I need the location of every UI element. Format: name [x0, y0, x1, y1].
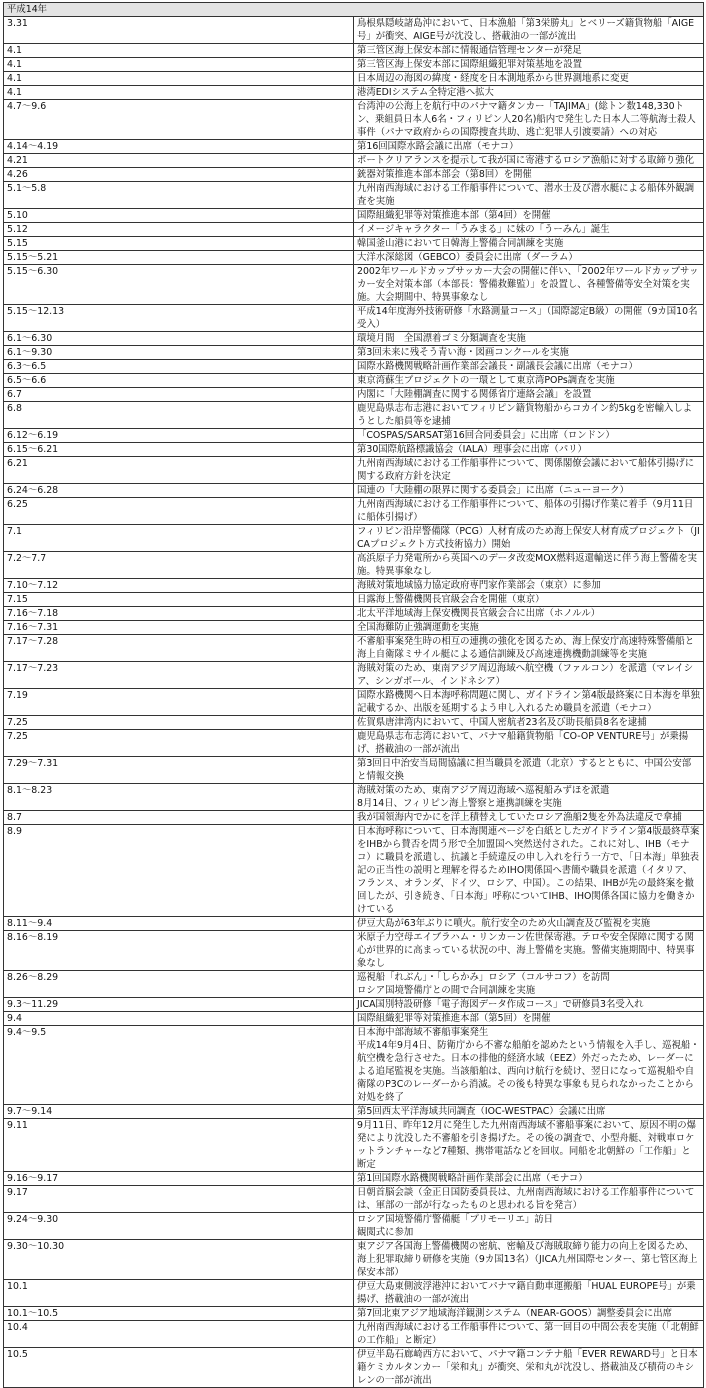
table-row	[4, 811, 704, 825]
year-header: 平成14年	[4, 3, 704, 17]
event-description: 国際水路機関戦略計画作業部会議長・副議長会議に出席（モナコ）	[354, 360, 704, 374]
event-date: 7.19	[4, 689, 354, 716]
event-date: 9.3～11.29	[4, 998, 354, 1012]
table-row	[4, 44, 704, 58]
event-description: 銃器対策推進本部本部会（第8回）を開催	[354, 168, 704, 182]
table-row	[4, 17, 704, 44]
event-description: 九州南西海域における工作船事件について、第一回目の中間公表を実施（「北朝鮮の工作船」と断定）	[354, 1321, 704, 1348]
event-date: 6.15～6.21	[4, 443, 354, 457]
table-row	[4, 72, 704, 86]
event-description: JICA国別特設研修「電子海図データ作成コース」で研修員3名受入れ	[354, 998, 704, 1012]
table-row	[4, 402, 704, 429]
event-description: 高浜原子力発電所から英国へのデータ改変MOX燃料返還輸送に伴う海上警備を実施。特異事象なし	[354, 552, 704, 579]
table-row	[4, 498, 704, 525]
event-description: 港湾EDIシステム全特定港へ拡大	[354, 86, 704, 100]
event-date: 4.21	[4, 154, 354, 168]
event-description: 不審船事案発生時の相互の連携の強化を図るため、海上保安庁高速特殊警備船と海上自衛隊ミサイル艇による通信訓練及び高速連携機動訓練等を実施	[354, 635, 704, 662]
event-description: 海賊対策のため、東南アジア周辺海域へ巡視船みずほを派遣 8月14日、フィリピン海上警察と連携訓練を実施	[354, 784, 704, 811]
table-row	[4, 998, 704, 1012]
event-description: 「COSPAS/SARSAT第16回合同委員会」に出席（ロンドン）	[354, 429, 704, 443]
table-row	[4, 730, 704, 757]
event-description: 九州南西海域における工作船事件について、潜水士及び潜水艇による船体外観調査を実施	[354, 182, 704, 209]
event-description: 東アジア各国海上警備機関の密航、密輸及び海賊取締り能力の向上を図るため、海上犯罪取締り研修を実施（9カ国13名）（JICA九州国際センター、第七管区海上保安本部）	[354, 1240, 704, 1280]
table-row	[4, 1026, 704, 1105]
table-row	[4, 168, 704, 182]
chronology-table	[3, 2, 704, 1388]
event-description: イメージキャラクター「うみまる」に妹の「うーみん」誕生	[354, 223, 704, 237]
event-date: 8.16～8.19	[4, 931, 354, 971]
event-date: 9.4～9.5	[4, 1026, 354, 1105]
event-description: 全国海難防止強調運動を実施	[354, 621, 704, 635]
table-row	[4, 1012, 704, 1026]
event-date: 4.26	[4, 168, 354, 182]
table-row	[4, 1240, 704, 1280]
event-date: 9.11	[4, 1119, 354, 1172]
table-row	[4, 86, 704, 100]
event-description: 東京湾蘇生プロジェクトの一環として東京湾POPs調査を実施	[354, 374, 704, 388]
event-description: 国連の「大陸棚の限界に関する委員会」に出席（ニューヨーク）	[354, 484, 704, 498]
table-row	[4, 1321, 704, 1348]
event-date: 8.9	[4, 825, 354, 917]
event-description: 佐賀県唐津湾内において、中国人密航者23名及び助長船員8名を逮捕	[354, 716, 704, 730]
table-row	[4, 931, 704, 971]
event-date: 7.15	[4, 593, 354, 607]
event-description: 鳥根県隠岐諸島沖において、日本漁船「第3栄勝丸」とベリーズ籍貨物船「AIGE号」が衝突、AIGE号が沈没し、搭載油の一部が流出	[354, 17, 704, 44]
event-date: 6.7	[4, 388, 354, 402]
event-date: 4.1	[4, 72, 354, 86]
event-description: 第1回国際水路機関戦略計画作業部会に出席（モナコ）	[354, 1172, 704, 1186]
event-date: 5.1～5.8	[4, 182, 354, 209]
table-row	[4, 140, 704, 154]
table-row	[4, 305, 704, 332]
event-date: 6.24～6.28	[4, 484, 354, 498]
event-date: 7.10～7.12	[4, 579, 354, 593]
event-description: 鹿児島県志布志湾において、パナマ船籍貨物船「CO-OP VENTURE号」が乗揚げ、搭載油の一部が流出	[354, 730, 704, 757]
table-row	[4, 1105, 704, 1119]
event-description: 伊豆大島が63年ぶりに噴火。航行安全のため火山調査及び監視を実施	[354, 917, 704, 931]
event-description: 海賊対策のため、東南アジア周辺海域へ航空機（ファルコン）を派遣（マレイシア、シンガポール、インドネシア）	[354, 662, 704, 689]
event-date: 7.1	[4, 525, 354, 552]
event-date: 4.1	[4, 44, 354, 58]
event-description: 国際組織犯罪等対策推進本部（第4回）を開催	[354, 209, 704, 223]
event-date: 7.16～7.31	[4, 621, 354, 635]
table-row	[4, 457, 704, 484]
event-date: 8.1～8.23	[4, 784, 354, 811]
event-description: フィリピン沿岸警備隊（PCG）人材育成のため海上保安人材育成プロジェクト（JICAプロジェクト方式技術協力）開始	[354, 525, 704, 552]
event-date: 4.14～4.19	[4, 140, 354, 154]
event-date: 5.10	[4, 209, 354, 223]
event-description: 米原子力空母エイブラハム・リンカーン佐世保寄港。テロや安全保障に関する関心が世界的に高まっている状況の中、海上警備を実施。警備実施期間中、特異事象なし	[354, 931, 704, 971]
event-description: 巡視船「れぶん」・「しらかみ」ロシア（コルサコフ）を訪問 ロシア国境警備庁との間で合同訓練を実施	[354, 971, 704, 998]
event-date: 7.17～7.28	[4, 635, 354, 662]
event-description: 第5回西太平洋海域共同調査（IOC-WESTPAC）会議に出席	[354, 1105, 704, 1119]
table-row	[4, 360, 704, 374]
event-date: 7.17～7.23	[4, 662, 354, 689]
event-date: 5.15～5.21	[4, 251, 354, 265]
event-date: 3.31	[4, 17, 354, 44]
event-date: 5.12	[4, 223, 354, 237]
event-description: 九州南西海域における工作船事件について、船体の引揚げ作業に着手（9月11日に船体引揚げ）	[354, 498, 704, 525]
event-date: 6.1～9.30	[4, 346, 354, 360]
table-row	[4, 374, 704, 388]
event-description: 日本周辺の海図の緯度・経度を日本測地系から世界測地系に変更	[354, 72, 704, 86]
table-row	[4, 825, 704, 917]
event-date: 5.15～6.30	[4, 265, 354, 305]
table-row	[4, 100, 704, 140]
event-date: 5.15～12.13	[4, 305, 354, 332]
event-description: ロシア国境警備庁警備艇「プリモーリエ」訪日 観閲式に参加	[354, 1213, 704, 1240]
event-date: 6.1～6.30	[4, 332, 354, 346]
event-date: 6.12～6.19	[4, 429, 354, 443]
table-row	[4, 251, 704, 265]
table-row	[4, 388, 704, 402]
table-row	[4, 332, 704, 346]
table-row	[4, 1186, 704, 1213]
table-row	[4, 443, 704, 457]
table-row	[4, 154, 704, 168]
event-description: 九州南西海域における工作船事件について、関係閣僚会議において船体引揚げに関する政府方針を決定	[354, 457, 704, 484]
event-description: 我が国領海内でかにを洋上積替えしていたロシア漁船2隻を外為法違反で拿捕	[354, 811, 704, 825]
event-date: 8.26～8.29	[4, 971, 354, 998]
table-row	[4, 525, 704, 552]
table-row	[4, 1172, 704, 1186]
table-row	[4, 662, 704, 689]
event-date: 4.1	[4, 86, 354, 100]
event-description: 国際組織犯罪等対策推進本部（第5回）を開催	[354, 1012, 704, 1026]
event-description: 第三管区海上保安本部に情報通信管理センターが発足	[354, 44, 704, 58]
event-date: 9.16～9.17	[4, 1172, 354, 1186]
event-date: 4.1	[4, 58, 354, 72]
table-row	[4, 757, 704, 784]
table-row	[4, 635, 704, 662]
event-date: 4.7～9.6	[4, 100, 354, 140]
event-date: 5.15	[4, 237, 354, 251]
event-date: 7.2～7.7	[4, 552, 354, 579]
event-description: 第3回未来に残そう青い海・図画コンクールを実施	[354, 346, 704, 360]
event-description: 第30国際航路標識協会（IALA）理事会に出席（パリ）	[354, 443, 704, 457]
event-description: 第7回北東アジア地域海洋観測システム（NEAR-GOOS）調整委員会に出席	[354, 1307, 704, 1321]
table-row	[4, 484, 704, 498]
table-row	[4, 917, 704, 931]
event-date: 7.25	[4, 730, 354, 757]
table-row	[4, 223, 704, 237]
event-description: ポートクリアランスを提示して我が国に寄港するロシア漁船に対する取締り強化	[354, 154, 704, 168]
event-description: 平成14年度海外技術研修「水路測量コース」（国際認定B級）の開催（9カ国10名受入）	[354, 305, 704, 332]
event-date: 9.30～10.30	[4, 1240, 354, 1280]
event-date: 6.25	[4, 498, 354, 525]
event-description: 環境月間 全国漂着ゴミ分類調査を実施	[354, 332, 704, 346]
table-row	[4, 237, 704, 251]
event-date: 10.1	[4, 1280, 354, 1307]
table-row	[4, 1119, 704, 1172]
table-row	[4, 971, 704, 998]
event-description: 日朝首脳会談（金正日国防委員長は、九州南西海域における工作船事件については、軍部の一部が行なったものと思われる旨を発言）	[354, 1186, 704, 1213]
table-row	[4, 209, 704, 223]
event-description: 北太平洋地域海上保安機関長官級会合に出席（ホノルル）	[354, 607, 704, 621]
event-date: 7.25	[4, 716, 354, 730]
event-description: 第3回日中治安当局間協議に担当職員を派遣（北京）するとともに、中国公安部と情報交換	[354, 757, 704, 784]
table-row	[4, 607, 704, 621]
event-date: 10.4	[4, 1321, 354, 1348]
event-description: 鹿児島県志布志港においてフィリピン籍貨物船からコカイン約5kgを密輸入しようとした船員等を逮捕	[354, 402, 704, 429]
event-date: 7.29～7.31	[4, 757, 354, 784]
event-description: 日本海中部海域不審船事案発生 平成14年9月4日、防衛庁から不審な船舶を認めたという情報を入手し、巡視船・航空機を急行させた。日本の排他的経済水域（EEZ）外だったため、レーダーによる追尾監視を実施。当該船舶は、西向け航行を続け、翌日になって巡視船や自衛隊のP3Cのレーダーから消滅。その後も特異な事象も見られなかったことから対処を終了	[354, 1026, 704, 1105]
table-row	[4, 346, 704, 360]
table-header-row	[4, 3, 704, 17]
table-row	[4, 579, 704, 593]
event-description: 日露海上警備機関長官級会合を開催（東京）	[354, 593, 704, 607]
event-date: 10.1～10.5	[4, 1307, 354, 1321]
event-date: 6.8	[4, 402, 354, 429]
event-date: 7.16～7.18	[4, 607, 354, 621]
event-date: 8.7	[4, 811, 354, 825]
event-description: 9月11日、昨年12月に発生した九州南西海域不審船事案において、原因不明の爆発により沈没した不審船を引き揚げた。その後の調査で、小型舟艇、対戦車ロケットランチャーなど7種類、携帯電話などを回収。同船を北朝鮮の「工作船」と断定	[354, 1119, 704, 1172]
table-row	[4, 58, 704, 72]
event-date: 6.5～6.6	[4, 374, 354, 388]
table-row	[4, 593, 704, 607]
event-description: 第16回国際水路会議に出席（モナコ）	[354, 140, 704, 154]
table-row	[4, 1213, 704, 1240]
event-date: 9.7～9.14	[4, 1105, 354, 1119]
table-row	[4, 1348, 704, 1388]
event-date: 10.5	[4, 1348, 354, 1388]
event-description: 国際水路機関へ日本海呼称問題に関し、ガイドライン第4版最終案に日本海を単独記載するか、出版を延期するよう申し入れるため職員を派遣（モナコ）	[354, 689, 704, 716]
table-row	[4, 265, 704, 305]
table-row	[4, 429, 704, 443]
event-description: 内閣に「大陸棚調査に関する関係省庁連絡会議」を設置	[354, 388, 704, 402]
event-date: 9.17	[4, 1186, 354, 1213]
event-date: 6.3～6.5	[4, 360, 354, 374]
event-description: 伊豆大島東側波浮港沖においてパナマ籍自動車運搬船「HUAL EUROPE号」が乗揚げ、搭載油の一部が流出	[354, 1280, 704, 1307]
event-date: 6.21	[4, 457, 354, 484]
event-description: 大洋水深総図（GEBCO）委員会に出席（ダーラム）	[354, 251, 704, 265]
event-description: 伊豆半島石廊崎西方において、パナマ籍コンテナ船「EVER REWARD号」と日本籍ケミカルタンカー「栄和丸」が衝突、栄和丸が沈没し、搭載油及び積荷のキシレンの一部が流出	[354, 1348, 704, 1388]
event-description: 2002年ワールドカップサッカー大会の開催に伴い、「2002年ワールドカップサッカー安全対策本部（本部長：警備救難監）」を設置し、各種警備等安全対策を実施。大会期間中、特異事象なし	[354, 265, 704, 305]
table-row	[4, 182, 704, 209]
event-description: 台湾沖の公海上を航行中のパナマ籍タンカー「TAJIMA」(総トン数148,330トン、乗組員日本人6名・フィリピン人20名)船内で発生した日本人二等航海士殺人事件（パナマ政府からの国際捜査共助、逃亡犯罪人引渡要請）への対応	[354, 100, 704, 140]
event-date: 9.24～9.30	[4, 1213, 354, 1240]
event-description: 第三管区海上保安本部に国際組織犯罪対策基地を設置	[354, 58, 704, 72]
event-date: 8.11～9.4	[4, 917, 354, 931]
event-date: 9.4	[4, 1012, 354, 1026]
event-description: 海賊対策地域協力協定政府専門家作業部会（東京）に参加	[354, 579, 704, 593]
table-row	[4, 1307, 704, 1321]
table-row	[4, 1280, 704, 1307]
table-row	[4, 716, 704, 730]
table-row	[4, 784, 704, 811]
table-row	[4, 552, 704, 579]
event-description: 韓国釜山港において日韓海上警備合同訓練を実施	[354, 237, 704, 251]
table-row	[4, 621, 704, 635]
event-description: 日本海呼称について、日本海関連ページを白紙としたガイドライン第4版最終草案をIHBから賛否を問う形で全加盟国へ突然送付された。これに対し、IHB（モナコ）に職員を派遣し、抗議と手続違反の申し入れを行う一方で、「日本海」単独表記の正当性の説明と理解を得るためIHO関係国へ書簡や職員を派遣（イタリア、フランス、オランダ、ドイツ、ロシア、中国）。この結果、IHBが先の最終案を撤回したが、引き続き、「日本海」呼称についてIHB、IHO関係各国に協力を働きかけている	[354, 825, 704, 917]
table-row	[4, 689, 704, 716]
